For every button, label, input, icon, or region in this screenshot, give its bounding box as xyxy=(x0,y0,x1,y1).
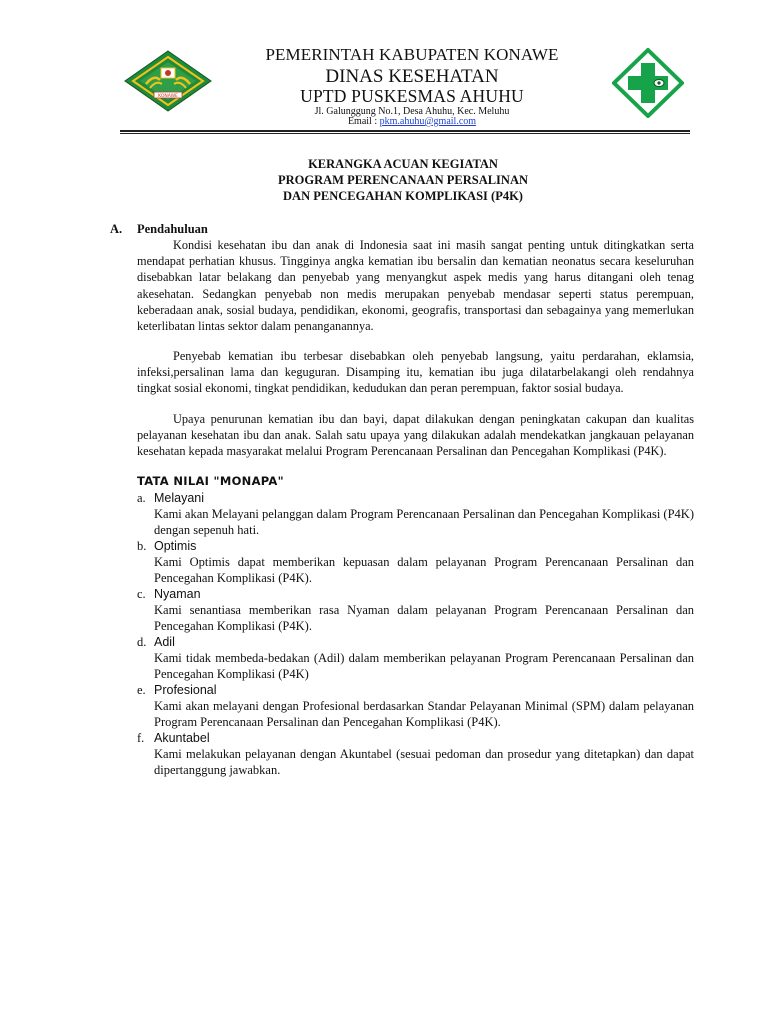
list-item: f. Akuntabel xyxy=(137,731,210,745)
header-divider-thin xyxy=(120,133,690,134)
list-item-desc: Kami akan Melayani pelanggan dalam Program Perencanaan Persalinan dan Pencegahan Komplikasi (P4K) dengan sepenuh hati. xyxy=(154,507,694,537)
values-heading: TATA NILAI "MONAPA" xyxy=(137,474,284,488)
section-heading: Pendahuluan xyxy=(137,222,208,236)
header-unit: UPTD PUSKESMAS AHUHU xyxy=(300,86,524,106)
document-title-line3: DAN PENCEGAHAN KOMPLIKASI (P4K) xyxy=(283,189,523,203)
header-address: Jl. Galunggung No.1, Desa Ahuhu, Kec. Meluhu xyxy=(314,106,510,117)
list-item-desc: Kami senantiasa memberikan rasa Nyaman dalam pelayanan Program Perencanaan Persalinan dan Pencegahan Komplikasi (P4K). xyxy=(154,603,694,633)
paragraph: Kondisi kesehatan ibu dan anak di Indonesia saat ini masih sangat penting untuk ditingkatkan serta mendapat perhatian khusus. Tingginya angka kematian ibu bersalin dan kematian neonatus secara keseluruhan disebabkan latar belakang dan penyebab yang menyangkut aspek medis yang harus ditangani oleh tenag akesehatan. Sedangkan penyebab non medis merupakan penyebab mendasar seperti status perempuan, keberadaan anak, sosial budaya, pendidikan, ekonomi, geografis, transportasi dan sebagainya yang memerlukan keterlibatan lintas sektor dalam penanganannya. xyxy=(137,238,694,334)
email-link[interactable]: pkm.ahuhu@gmail.com xyxy=(379,116,477,127)
list-item-desc: Kami tidak membeda-bedakan (Adil) dalam memberikan pelayanan Program Perencanaan Persalinan dan Pencegahan Komplikasi (P4K) xyxy=(154,651,694,681)
list-item: d. Adil xyxy=(137,635,175,649)
list-item-desc: Kami akan melayani dengan Profesional berdasarkan Standar Pelayanan Minimal (SPM) dalam pelayanan Program Perencanaan Persalinan dan Pencegahan Komplikasi (P4K). xyxy=(154,699,694,729)
list-item: e. Profesional xyxy=(137,683,217,697)
header-department: DINAS KESEHATAN xyxy=(325,66,499,87)
header-divider xyxy=(120,130,690,132)
puskesmas-cross-icon xyxy=(612,48,684,118)
list-item: b. Optimis xyxy=(137,539,197,553)
section-letter: A. xyxy=(110,222,123,236)
list-item-desc: Kami Optimis dapat memberikan kepuasan dalam pelayanan Program Perencanaan Persalinan dan Pencegahan Komplikasi (P4K). xyxy=(154,555,694,585)
header-email-line xyxy=(214,117,610,127)
document-title-line1: KERANGKA ACUAN KEGIATAN xyxy=(308,157,498,171)
list-item: c. Nyaman xyxy=(137,587,201,601)
document-title-line2: PROGRAM PERENCANAAN PERSALINAN xyxy=(278,173,528,187)
email-label: Email : xyxy=(347,116,380,127)
list-item: a. Melayani xyxy=(137,491,205,505)
list-item-desc: Kami melakukan pelayanan dengan Akuntabel (sesuai pedoman dan prosedur yang ditetapkan) dan dapat dipertanggung jawabkan. xyxy=(154,747,694,777)
header-government: PEMERINTAH KABUPATEN KONAWE xyxy=(265,45,559,64)
svg-text:KONAWE: KONAWE xyxy=(158,94,178,99)
konawe-emblem-icon xyxy=(124,50,212,112)
paragraph: Upaya penurunan kematian ibu dan bayi, dapat dilakukan dengan peningkatan cakupan dan kualitas pelayanan kesehatan ibu dan anak. Salah satu upaya yang dilakukan adalah mendekatkan jangkauan pelayanan kesehatan kepada masyarakat melalui Program Perencanaan Persalinan dan Pencegahan Komplikasi (P4K). xyxy=(137,412,694,459)
paragraph: Penyebab kematian ibu terbesar disebabkan oleh penyebab langsung, yaitu perdarahan, eklamsia, infeksi,persalinan lama dan keguguran. Disamping itu, kematian ibu juga dilatarbelakangi oleh rendahnya tingkat sosial ekonomi, tingkat pendidikan, kedudukan dan peran perempuan, faktor sosial budaya. xyxy=(137,349,694,396)
